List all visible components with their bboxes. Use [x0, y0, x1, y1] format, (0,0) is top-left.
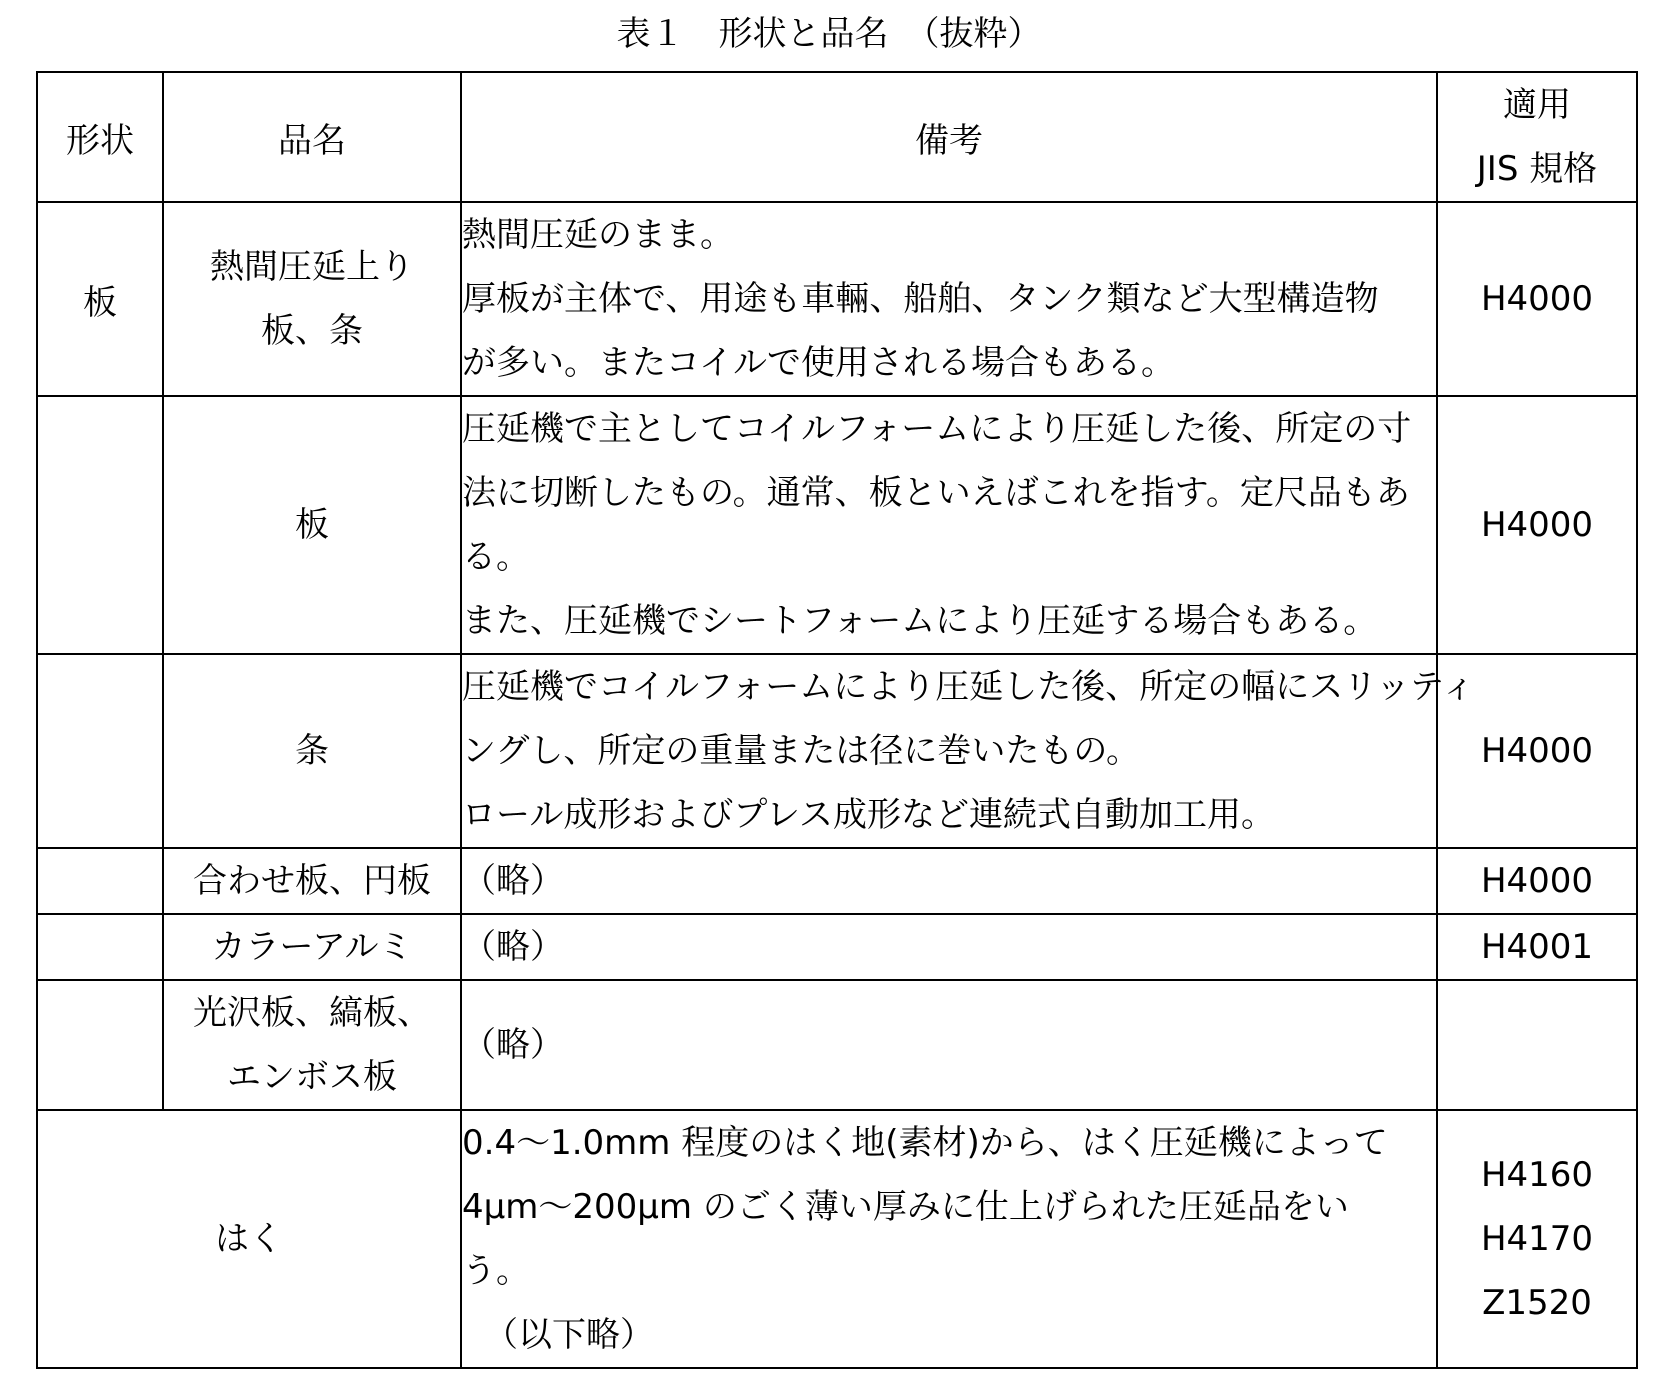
header-jis-line2: JIS 規格 [1476, 149, 1598, 189]
jis-code: H4160 [1480, 1155, 1594, 1195]
table-row [37, 914, 1637, 980]
remarks-line: ングし、所定の重量または径に巻いたもの。 [462, 731, 1140, 771]
jis-code: Z1520 [1482, 1283, 1592, 1323]
jis-code: H4001 [1480, 927, 1594, 967]
shape-cell [37, 848, 163, 914]
header-remarks: 備考 [461, 72, 1437, 202]
shape-cell [37, 914, 163, 980]
remarks-cell [461, 1110, 1437, 1368]
name-line: 板 [295, 505, 329, 545]
shape-cell [37, 980, 163, 1110]
name-cell [163, 980, 461, 1110]
remarks-line: 厚板が主体で、用途も車輛、船舶、タンク類など大型構造物 [462, 279, 1379, 319]
jis-code: H4000 [1480, 731, 1594, 771]
remarks-cell [461, 848, 1437, 914]
jis-code: H4000 [1480, 861, 1594, 901]
name-cell [163, 202, 461, 396]
remarks-line: また、圧延機でシートフォームにより圧延する場合もある。 [462, 601, 1378, 641]
name-line: 光沢板、縞板、 [193, 993, 431, 1033]
remarks-line: 0.4～1.0mm 程度のはく地(素材)から、はく圧延機によって [462, 1123, 1388, 1163]
remarks-line: 圧延機で主としてコイルフォームにより圧延した後、所定の寸 [462, 409, 1412, 449]
remarks-line: （略） [462, 1025, 564, 1065]
remarks-cell [461, 914, 1437, 980]
name-line: エンボス板 [227, 1057, 397, 1097]
table-row [37, 980, 1637, 1110]
jis-code: H4000 [1480, 279, 1594, 319]
header-jis-line1: 適用 [1503, 85, 1571, 125]
name-cell [163, 914, 461, 980]
remarks-line: （略） [462, 927, 564, 967]
remarks-line: ロール成形およびプレス成形など連続式自動加工用。 [462, 795, 1275, 835]
remarks-cell [461, 654, 1476, 848]
name-cell [163, 654, 461, 848]
jis-cell [1437, 396, 1637, 654]
remarks-cell [461, 202, 1437, 396]
remarks-line: （以下略） [484, 1315, 654, 1355]
name-line: 合わせ板、円板 [193, 861, 431, 901]
remarks-cell [461, 980, 1437, 1110]
header-row [37, 72, 1637, 202]
table-caption: 表１ 形状と品名 （抜粋） [616, 14, 1042, 54]
shape-name-table [36, 71, 1638, 1369]
remarks-line: 圧延機でコイルフォームにより圧延した後、所定の幅にスリッティ [462, 667, 1476, 707]
remarks-line: 熱間圧延のまま。 [462, 215, 734, 255]
name-cell [163, 848, 461, 914]
header-name: 品名 [163, 72, 461, 202]
jis-cell [1437, 202, 1637, 396]
table-row [37, 396, 1637, 654]
remarks-line: が多い。またコイルで使用される場合もある。 [462, 343, 1175, 383]
remarks-line: 法に切断したもの。通常、板といえばこれを指す。定尺品もあ [462, 473, 1410, 513]
jis-cell [1437, 980, 1637, 1110]
name-line: 条 [295, 731, 329, 771]
foil-name-cell [37, 1110, 461, 1368]
jis-code: H4170 [1480, 1219, 1594, 1259]
table-row [37, 202, 1637, 396]
shape-cell [37, 396, 163, 654]
name-line: 板、条 [261, 311, 363, 351]
remarks-line: （略） [462, 861, 564, 901]
table-row [37, 654, 1637, 848]
remarks-line: う。 [462, 1251, 530, 1291]
shape-cell: 板 [37, 202, 163, 396]
jis-code: H4000 [1480, 505, 1594, 545]
remarks-line: 4μm～200μm のごく薄い厚みに仕上げられた圧延品をい [462, 1187, 1349, 1227]
shape-cell [37, 654, 163, 848]
name-cell [163, 396, 461, 654]
remarks-cell [461, 396, 1437, 654]
jis-cell [1437, 914, 1637, 980]
name-line: カラーアルミ [211, 927, 413, 967]
jis-cell [1437, 1110, 1637, 1368]
header-jis [1437, 72, 1637, 202]
name-line: はく [215, 1219, 283, 1259]
remarks-line: る。 [462, 537, 530, 577]
name-line: 熱間圧延上り [210, 247, 414, 287]
table-row-foil [37, 1110, 1637, 1368]
jis-cell [1437, 848, 1637, 914]
table-row [37, 848, 1637, 914]
header-shape: 形状 [37, 72, 163, 202]
